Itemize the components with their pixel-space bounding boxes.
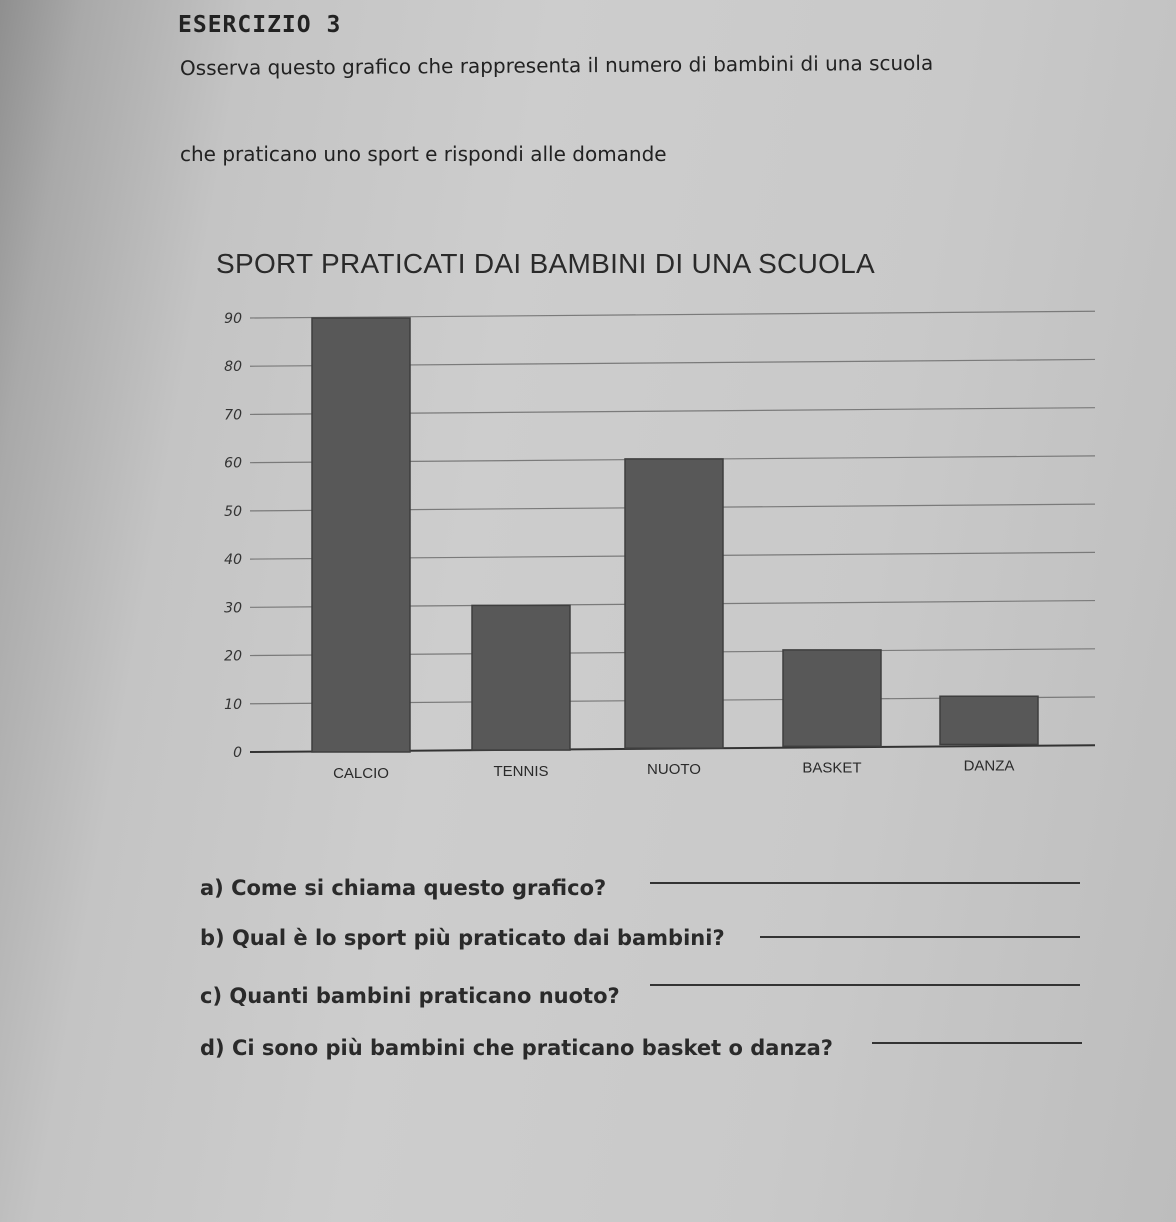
- bar-basket: [783, 650, 881, 746]
- exercise-title: ESERCIZIO 3: [178, 12, 342, 38]
- category-label-tennis: TENNIS: [493, 763, 549, 781]
- question-d: d) Ci sono più bambini che praticano basket o danza?: [200, 1036, 833, 1060]
- instruction-line-2: che praticano uno sport e rispondi alle domande: [180, 142, 667, 166]
- bar-danza: [940, 696, 1038, 744]
- y-tick-label: 10: [224, 696, 242, 713]
- y-tick-label: 80: [224, 359, 242, 376]
- question-c: c) Quanti bambini praticano nuoto?: [200, 984, 620, 1008]
- chart-title: SPORT PRATICATI DAI BAMBINI DI UNA SCUOLA: [216, 248, 876, 279]
- answer-line-d[interactable]: [872, 1042, 1082, 1044]
- bar-calcio: [312, 318, 410, 752]
- bar-nuoto: [625, 459, 723, 748]
- y-tick-label: 70: [224, 407, 242, 424]
- y-tick-label: 0: [233, 745, 242, 761]
- question-a: a) Come si chiama questo grafico?: [200, 876, 607, 900]
- y-tick-label: 20: [224, 648, 242, 665]
- category-label-danza: DANZA: [963, 757, 1015, 775]
- instruction-line-1: Osserva questo grafico che rappresenta il numero di bambini di una scuola: [179, 50, 934, 80]
- category-label-nuoto: NUOTO: [647, 761, 701, 779]
- bar-tennis: [472, 605, 570, 750]
- answer-line-b[interactable]: [760, 936, 1080, 938]
- y-tick-label: 50: [224, 503, 242, 520]
- y-tick-label: 90: [224, 311, 242, 327]
- category-label-calcio: CALCIO: [333, 765, 389, 782]
- answer-line-a[interactable]: [650, 882, 1080, 884]
- answer-line-c[interactable]: [650, 984, 1080, 986]
- y-tick-label: 40: [224, 552, 242, 569]
- category-label-basket: BASKET: [802, 759, 862, 777]
- y-tick-label: 30: [224, 600, 242, 617]
- y-tick-label: 60: [224, 455, 242, 472]
- question-b: b) Qual è lo sport più praticato dai bambini?: [200, 926, 725, 950]
- gridline: [250, 311, 1095, 318]
